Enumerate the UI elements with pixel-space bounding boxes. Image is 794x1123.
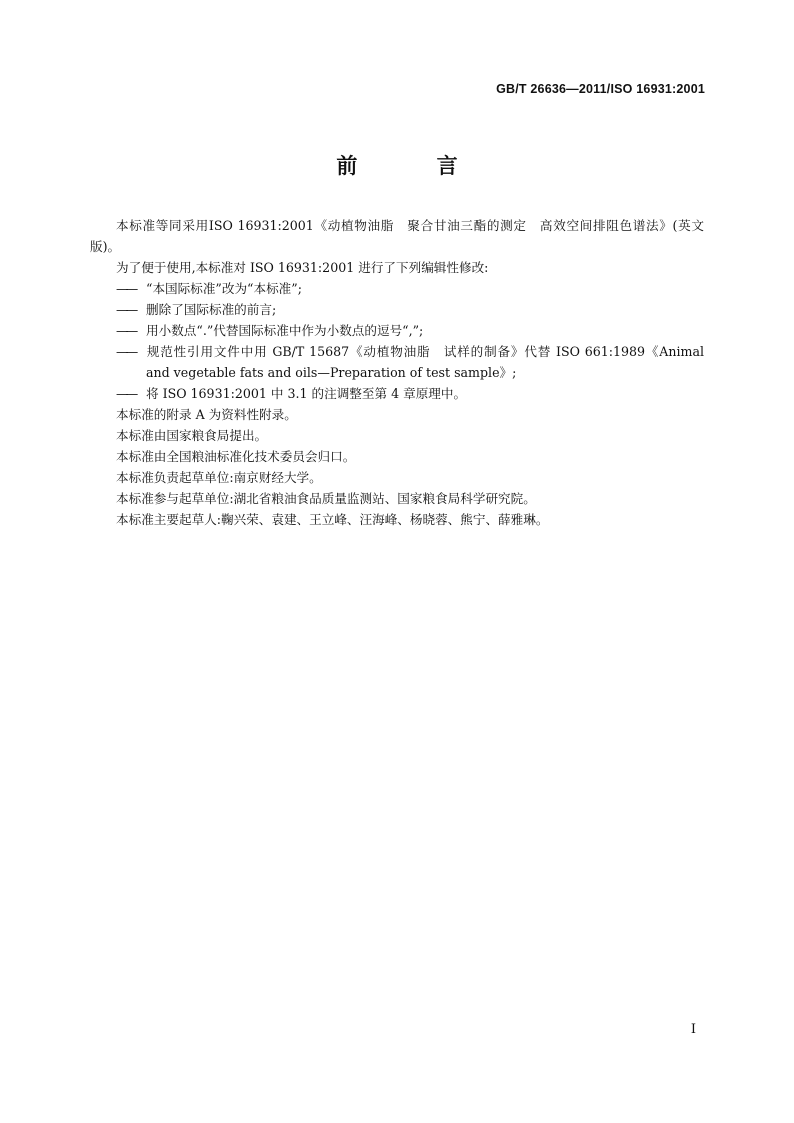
paragraph-participating-drafters: 本标准参与起草单位:湖北省粮油食品质量监测站、国家粮食局科学研究院。 xyxy=(116,491,536,506)
paragraph-adoption: 本标准等同采用ISO 16931:2001《动植物油脂 聚合甘油三酯的测定 高效空间排阻色谱法》(英文版)。 xyxy=(90,218,704,254)
paragraph-responsible-drafter: 本标准负责起草单位:南京财经大学。 xyxy=(116,470,322,485)
paragraph-main-drafters: 本标准主要起草人:鞠兴荣、袁建、王立峰、汪海峰、杨晓蓉、熊宁、薛雅琳。 xyxy=(116,512,549,527)
paragraph-proposer: 本标准由国家粮食局提出。 xyxy=(116,428,268,443)
standard-code-header: GB/T 26636—2011/ISO 16931:2001 xyxy=(496,82,705,96)
list-item xyxy=(90,383,704,404)
page-title: 前 言 xyxy=(336,154,494,178)
page-number: I xyxy=(690,1022,696,1037)
list-item xyxy=(90,299,704,320)
list-item xyxy=(90,278,704,299)
paragraph-modifications-intro: 为了便于使用,本标准对 ISO 16931:2001 进行了下列编辑性修改: xyxy=(116,260,489,275)
dash-marker: —— xyxy=(116,344,136,359)
dash-marker: —— xyxy=(116,302,136,317)
list-item-text: 用小数点“.”代替国际标准中作为小数点的逗号“,”; xyxy=(146,323,424,338)
paragraph-committee: 本标准由全国粮油标准化技术委员会归口。 xyxy=(116,449,356,464)
foreword-body xyxy=(90,215,704,530)
list-item-text: “本国际标准”改为“本标准”; xyxy=(146,281,302,296)
list-item-text: 将 ISO 16931:2001 中 3.1 的注调整至第 4 章原理中。 xyxy=(146,386,467,401)
list-item-text: 删除了国际标准的前言; xyxy=(146,302,277,317)
list-item-text: 规范性引用文件中用 GB/T 15687《动植物油脂 试样的制备》代替 ISO 661:1989《Animal and vegetable fats and oils—Preparation of test sample》; xyxy=(146,344,704,380)
list-item xyxy=(90,320,704,341)
dash-marker: —— xyxy=(116,386,136,401)
list-item xyxy=(90,341,704,383)
dash-marker: —— xyxy=(116,323,136,338)
paragraph-annex: 本标准的附录 A 为资料性附录。 xyxy=(116,407,297,422)
dash-marker: —— xyxy=(116,281,136,296)
